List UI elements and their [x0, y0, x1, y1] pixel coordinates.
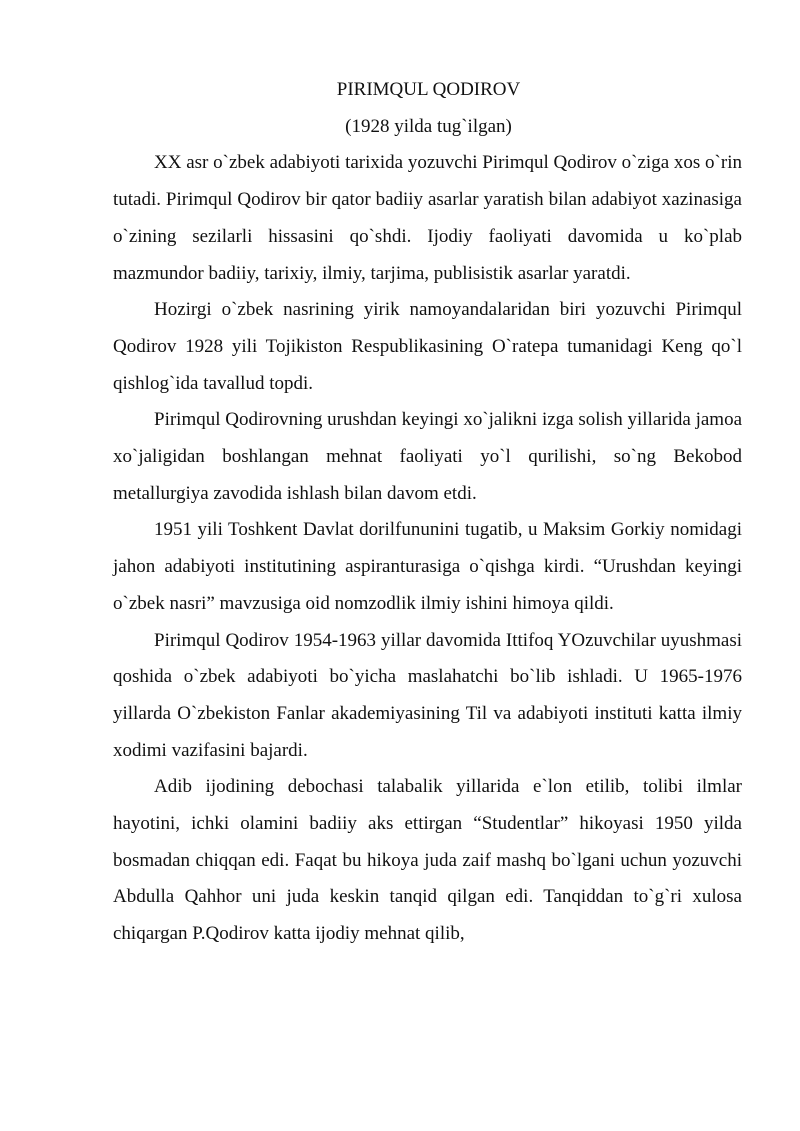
paragraph-5: Pirimqul Qodirov 1954-1963 yillar davomida Ittifoq YOzuvchilar uyushmasi qoshida o`zbek adabiyoti bo`yicha maslahatchi bo`lib ishladi. U 1965-1976 yillarda O`zbekiston Fanlar akademiyasining Til va adabiyoti instituti katta ilmiy xodimi vazifasini bajardi.: [113, 629, 742, 761]
paragraph-6: Adib ijodining debochasi talabalik yillarida e`lon etilib, tolibi ilmlar hayotini, ichki olamini badiiy aks ettirgan “Studentlar” hikoyasi 1950 yilda bosmadan chiqqan edi. Faqat bu hikoya juda zaif mashq bo`lgani uchun yozuvchi Abdulla Qahhor uni juda keskin tanqid qilgan edi. Tanqiddan to`g`ri xulosa chiqargan P.Qodirov katta ijodiy mehnat qilib,: [113, 776, 742, 945]
paragraph-4: 1951 yili Toshkent Davlat dorilfununini tugatib, u Maksim Gorkiy nomidagi jahon adabiyoti institutining aspiranturasiga o`qishga kirdi. “Urushdan keyingi o`zbek nasri” mavzusiga oid nomzodlik ilmiy ishini himoya qildi.: [113, 519, 742, 614]
paragraph-2: Hozirgi o`zbek nasrining yirik namoyandalaridan biri yozuvchi Pirimqul Qodirov 1928 yili Tojikiston Respublikasining O`ratepa tumanidagi Keng qo`l qishlog`ida tavallud topdi.: [113, 299, 742, 394]
document-page: [113, 72, 742, 953]
paragraph-3: Pirimqul Qodirovning urushdan keyingi xo`jalikni izga solish yillarida jamoa xo`jaligidan boshlangan mehnat faoliyati yo`l qurilishi, so`ng Bekobod metallurgiya zavodida ishlash bilan davom etdi.: [113, 409, 742, 504]
page-title: PIRIMQUL QODIROV: [336, 79, 521, 100]
paragraph-1: XX asr o`zbek adabiyoti tarixida yozuvchi Pirimqul Qodirov o`ziga xos o`rin tutadi. Pirimqul Qodirov bir qator badiiy asarlar yaratish bilan adabiyot xazinasiga o`zining sezilarli hissasini qo`shdi. Ijodiy faoliyati davomida u ko`plab mazmundor badiiy, tarixiy, ilmiy, tarjima, publisistik asarlar yaratdi.: [113, 152, 742, 284]
page-subtitle: (1928 yilda tug`ilgan): [345, 115, 512, 137]
